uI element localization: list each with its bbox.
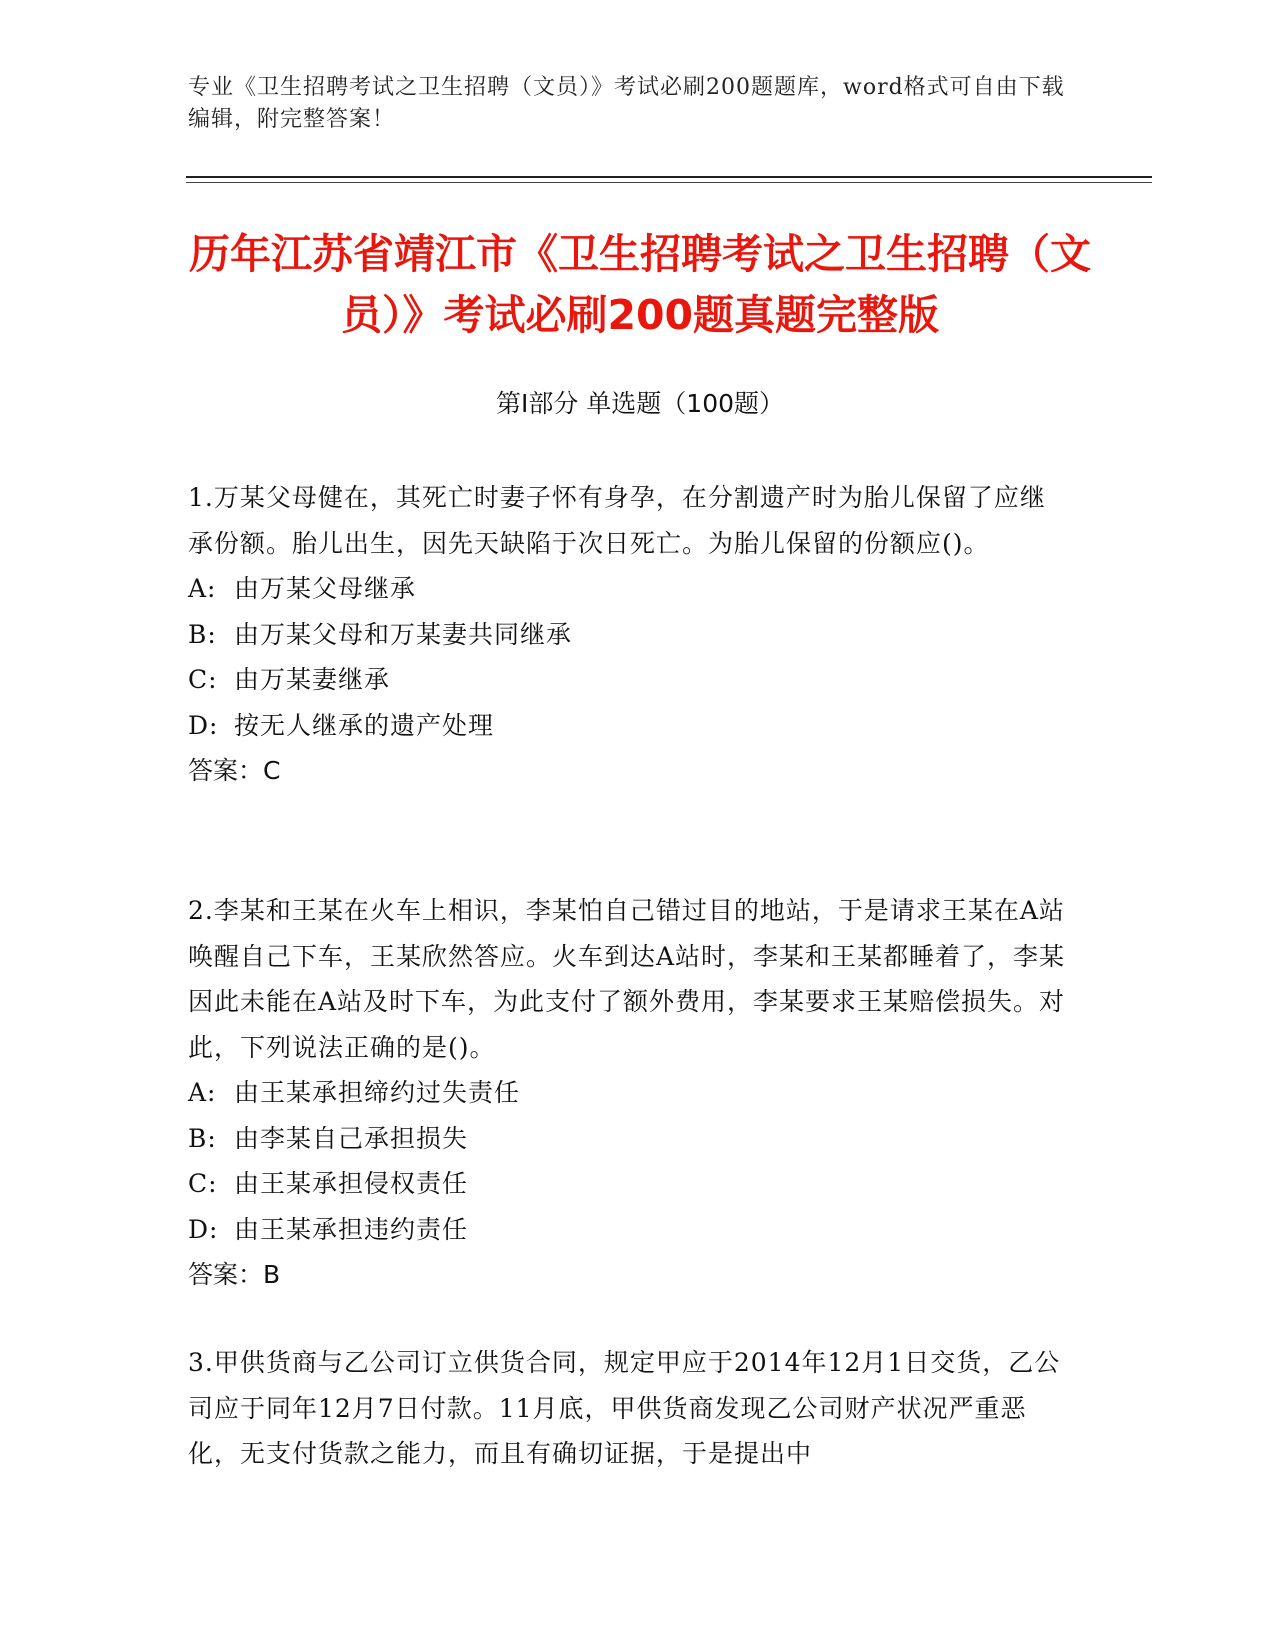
- option-text: 按无人继承的遗产处理: [234, 710, 495, 740]
- option-c: [188, 657, 1068, 703]
- option-d: [188, 703, 1068, 749]
- option-letter: B:: [188, 619, 217, 649]
- answer-line: 答案：C: [188, 756, 281, 785]
- question-stem: 1.万某父母健在，其死亡时妻子怀有身孕，在分割遗产时为胎儿保留了应继承份额。胎儿出生，因先天缺陷于次日死亡。为胎儿保留的份额应()。: [188, 483, 1046, 558]
- section-heading: 第Ⅰ部分 单选题（100题）: [495, 389, 785, 418]
- option-letter: A:: [188, 574, 217, 603]
- question-2: [188, 888, 1068, 1298]
- question-stem: 3.甲供货商与乙公司订立供货合同，规定甲应于2014年12月1日交货，乙公司应于同年12月7日付款。11月底，甲供货商发现乙公司财产状况严重恶化，无支付货款之能力，而且有确切证据，于是提出中: [188, 1348, 1061, 1468]
- option-d: [188, 1207, 1068, 1253]
- header-note: 专业《卫生招聘考试之卫生招聘（文员）》考试必刷200题题库，word格式可自由下载编辑，附完整答案！: [188, 75, 1065, 132]
- option-b: [188, 1116, 1068, 1162]
- option-text: 由万某父母继承: [234, 574, 417, 603]
- option-letter: D:: [188, 1214, 219, 1244]
- option-text: 由李某自己承担损失: [234, 1123, 469, 1153]
- option-text: 由王某承担侵权责任: [234, 1169, 469, 1198]
- question-3: [188, 1340, 1068, 1477]
- option-letter: B:: [188, 1123, 217, 1153]
- option-letter: A:: [188, 1078, 217, 1107]
- header-divider-thin: [186, 182, 1152, 183]
- option-text: 由王某承担缔约过失责任: [234, 1078, 521, 1107]
- option-b: [188, 612, 1068, 658]
- question-1: [188, 475, 1068, 794]
- option-text: 由王某承担违约责任: [234, 1214, 469, 1244]
- option-a: [188, 1070, 1068, 1116]
- option-text: 由万某妻继承: [234, 665, 391, 694]
- option-a: [188, 566, 1068, 612]
- option-letter: C:: [188, 1169, 218, 1198]
- document-title: 历年江苏省靖江市《卫生招聘考试之卫生招聘（文员）》考试必刷200题真题完整版: [189, 230, 1091, 339]
- answer-line: 答案：B: [188, 1260, 281, 1289]
- option-text: 由万某父母和万某妻共同继承: [234, 619, 573, 649]
- option-letter: D:: [188, 710, 219, 740]
- option-letter: C:: [188, 665, 218, 694]
- question-stem: 2.李某和王某在火车上相识，李某怕自己错过目的地站，于是请求王某在A站唤醒自己下车，王某欣然答应。火车到达A站时，李某和王某都睡着了，李某因此未能在A站及时下车，为此支付了额外费用，李某要求王某赔偿损失。对此，下列说法正确的是()。: [188, 896, 1066, 1062]
- header-divider-thick: [186, 176, 1152, 178]
- option-c: [188, 1161, 1068, 1207]
